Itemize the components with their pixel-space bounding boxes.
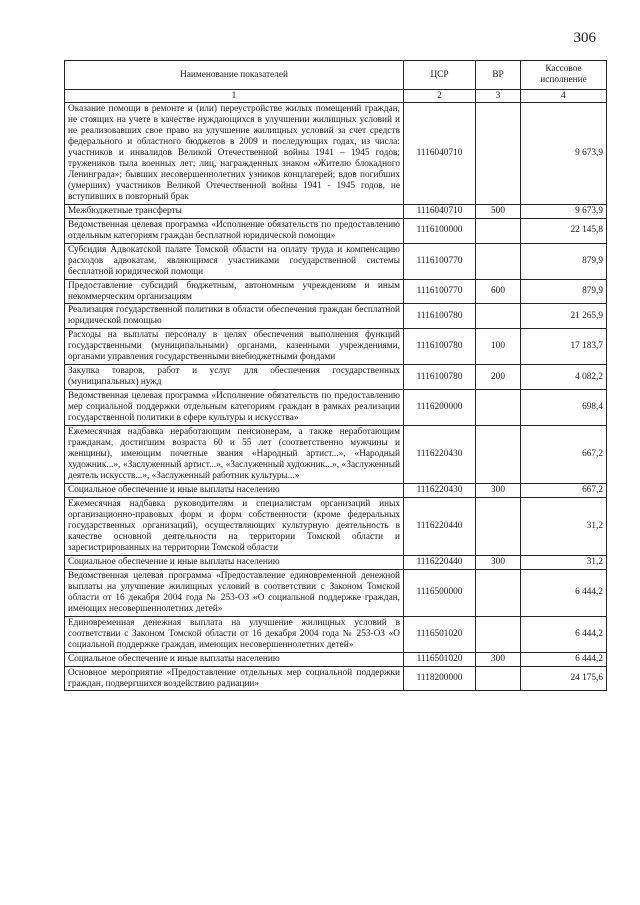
column-number: 4 [521,90,607,103]
row-amount: 667,2 [521,426,607,484]
row-amount: 9 673,9 [521,103,607,205]
table-row [65,390,607,426]
row-csr: 1116100780 [404,304,476,329]
row-vr [476,497,521,555]
row-name: Предоставление субсидий бюджетным, автономным учреждениям и иным некоммерческим организациям [65,279,404,304]
row-vr [476,218,521,243]
row-name: Ведомственная целевая программа «Исполнение обязательств по предоставлению мер социальной поддержки отдельным категориям граждан в рамках реализации государственной политики в сфере культуры и искусства» [65,390,404,426]
budget-table [64,60,607,691]
row-amount: 4 082,2 [521,365,607,390]
table-body [65,103,607,691]
row-csr: 1116100000 [404,218,476,243]
table-row [65,569,607,616]
row-amount: 698,4 [521,390,607,426]
table-row [65,365,607,390]
row-csr: 1116040710 [404,204,476,218]
row-amount: 31,2 [521,497,607,555]
row-amount: 667,2 [521,484,607,498]
table-row [65,497,607,555]
table-row [65,616,607,652]
header-amount: Кассовое исполнение [521,61,607,90]
column-number: 3 [476,90,521,103]
table-row [65,304,607,329]
row-csr: 1116220440 [404,497,476,555]
column-number: 1 [65,90,404,103]
column-number: 2 [404,90,476,103]
row-vr [476,569,521,616]
row-name: Ежемесячная надбавка неработающим пенсионерам, а также неработающим гражданам, достигшим возраста 60 и 55 лет (соответственно мужчины и женщины), имеющим почетные звания «Народный артист...», «Народный художник...», «Заслуженный артист...», «Заслуженный художник...», «Заслуженный деятель искусств...», «Заслуженный работник культуры...» [65,426,404,484]
row-name: Закупка товаров, работ и услуг для обеспечения государственных (муниципальных) нужд [65,365,404,390]
table-row [65,279,607,304]
row-name: Оказание помощи в ремонте и (или) переустройстве жилых помещений граждан, не стоящих на учете в качестве нуждающихся в улучшении жилищных условий и не реализовавших свое право на улучшение жилищных условий за счет средств федерального и областного бюджетов в 2009 и последующих годах, из числа: участников и инвалидов Великой Отечественной войны 1941 – 1945 годов; тружеников тыла военных лет; лиц, награжденных знаком «Жителю блокадного Ленинграда»; бывших несовершеннолетних узников концлагерей; вдов погибших (умерших) участников Великой Отечественной войны 1941 - 1945 годов, не вступивших в повторный брак [65,103,404,205]
table-row [65,204,607,218]
table-row [65,218,607,243]
row-amount: 6 444,2 [521,569,607,616]
row-vr [476,666,521,691]
table-row [65,426,607,484]
table-row [65,103,607,205]
column-numbering-row [65,90,607,103]
row-csr: 1116501020 [404,652,476,666]
row-csr: 1116100770 [404,243,476,279]
row-vr [476,426,521,484]
row-vr [476,243,521,279]
row-vr: 500 [476,204,521,218]
row-csr: 1116040710 [404,103,476,205]
row-amount: 22 145,8 [521,218,607,243]
header-row [65,61,607,90]
header-csr: ЦСР [404,61,476,90]
row-name: Реализация государственной политики в области обеспечения граждан бесплатной юридической помощью [65,304,404,329]
row-vr: 300 [476,555,521,569]
row-csr: 1116100780 [404,365,476,390]
row-csr: 1116100780 [404,329,476,365]
row-name: Ведомственная целевая программа «Предоставление единовременной денежной выплаты на улучшение жилищных условий в соответствии с Законом Томской области от 16 декабря 2004 года № 253-ОЗ «О социальной поддержке граждан, имеющих несовершеннолетних детей» [65,569,404,616]
row-name: Ежемесячная надбавка руководителям и специалистам организаций иных организационно-правовых форм и форм собственности (кроме федеральных государственных организаций), осуществляющих культурную деятельность в качестве основной деятельности на территории Томской области и зарегистрированных на территории Томской области [65,497,404,555]
row-name: Расходы на выплаты персоналу в целях обеспечения выполнения функций государственными (муниципальными) органами, казенными учреждениями, органами управления государственными внебюджетными фондами [65,329,404,365]
row-name: Социальное обеспечение и иные выплаты населению [65,652,404,666]
table-row [65,243,607,279]
row-csr: 1116220440 [404,555,476,569]
row-csr: 1116100770 [404,279,476,304]
row-csr: 1116501020 [404,616,476,652]
header-vr: ВР [476,61,521,90]
row-name: Межбюджетные трансферты [65,204,404,218]
row-amount: 21 265,9 [521,304,607,329]
row-vr: 300 [476,652,521,666]
row-vr [476,103,521,205]
row-amount: 31,2 [521,555,607,569]
row-name: Субсидия Адвокатской палате Томской области на оплату труда и компенсацию расходов адвокатам, являющимся участниками государственной системы бесплатной юридической помощи [65,243,404,279]
table-row [65,484,607,498]
row-vr: 100 [476,329,521,365]
row-vr [476,304,521,329]
row-amount: 6 444,2 [521,652,607,666]
row-amount: 879,9 [521,279,607,304]
row-csr: 1116220430 [404,484,476,498]
table-row [65,555,607,569]
row-vr [476,616,521,652]
row-amount: 17 183,7 [521,329,607,365]
row-vr: 200 [476,365,521,390]
header-name: Наименование показателей [65,61,404,90]
row-name: Социальное обеспечение и иные выплаты населению [65,484,404,498]
row-name: Основное мероприятие «Предоставление отдельных мер социальной поддержки граждан, подвергшихся воздействию радиации» [65,666,404,691]
row-csr: 1116200000 [404,390,476,426]
row-vr: 600 [476,279,521,304]
page-number: 306 [573,30,596,46]
row-name: Ведомственная целевая программа «Исполнение обязательств по предоставлению отдельным категориям граждан бесплатной юридической помощи» [65,218,404,243]
row-vr: 300 [476,484,521,498]
row-amount: 879,9 [521,243,607,279]
row-amount: 24 175,6 [521,666,607,691]
table-row [65,329,607,365]
row-csr: 1118200000 [404,666,476,691]
row-name: Единовременная денежная выплата на улучшение жилищных условий в соответствии с Законом Томской области от 16 декабря 2004 года № 253-ОЗ «О социальной поддержке граждан, имеющих несовершеннолетних детей» [65,616,404,652]
table-row [65,652,607,666]
row-csr: 1116220430 [404,426,476,484]
row-amount: 9 673,9 [521,204,607,218]
table-row [65,666,607,691]
row-vr [476,390,521,426]
row-name: Социальное обеспечение и иные выплаты населению [65,555,404,569]
row-csr: 1116500000 [404,569,476,616]
row-amount: 6 444,2 [521,616,607,652]
